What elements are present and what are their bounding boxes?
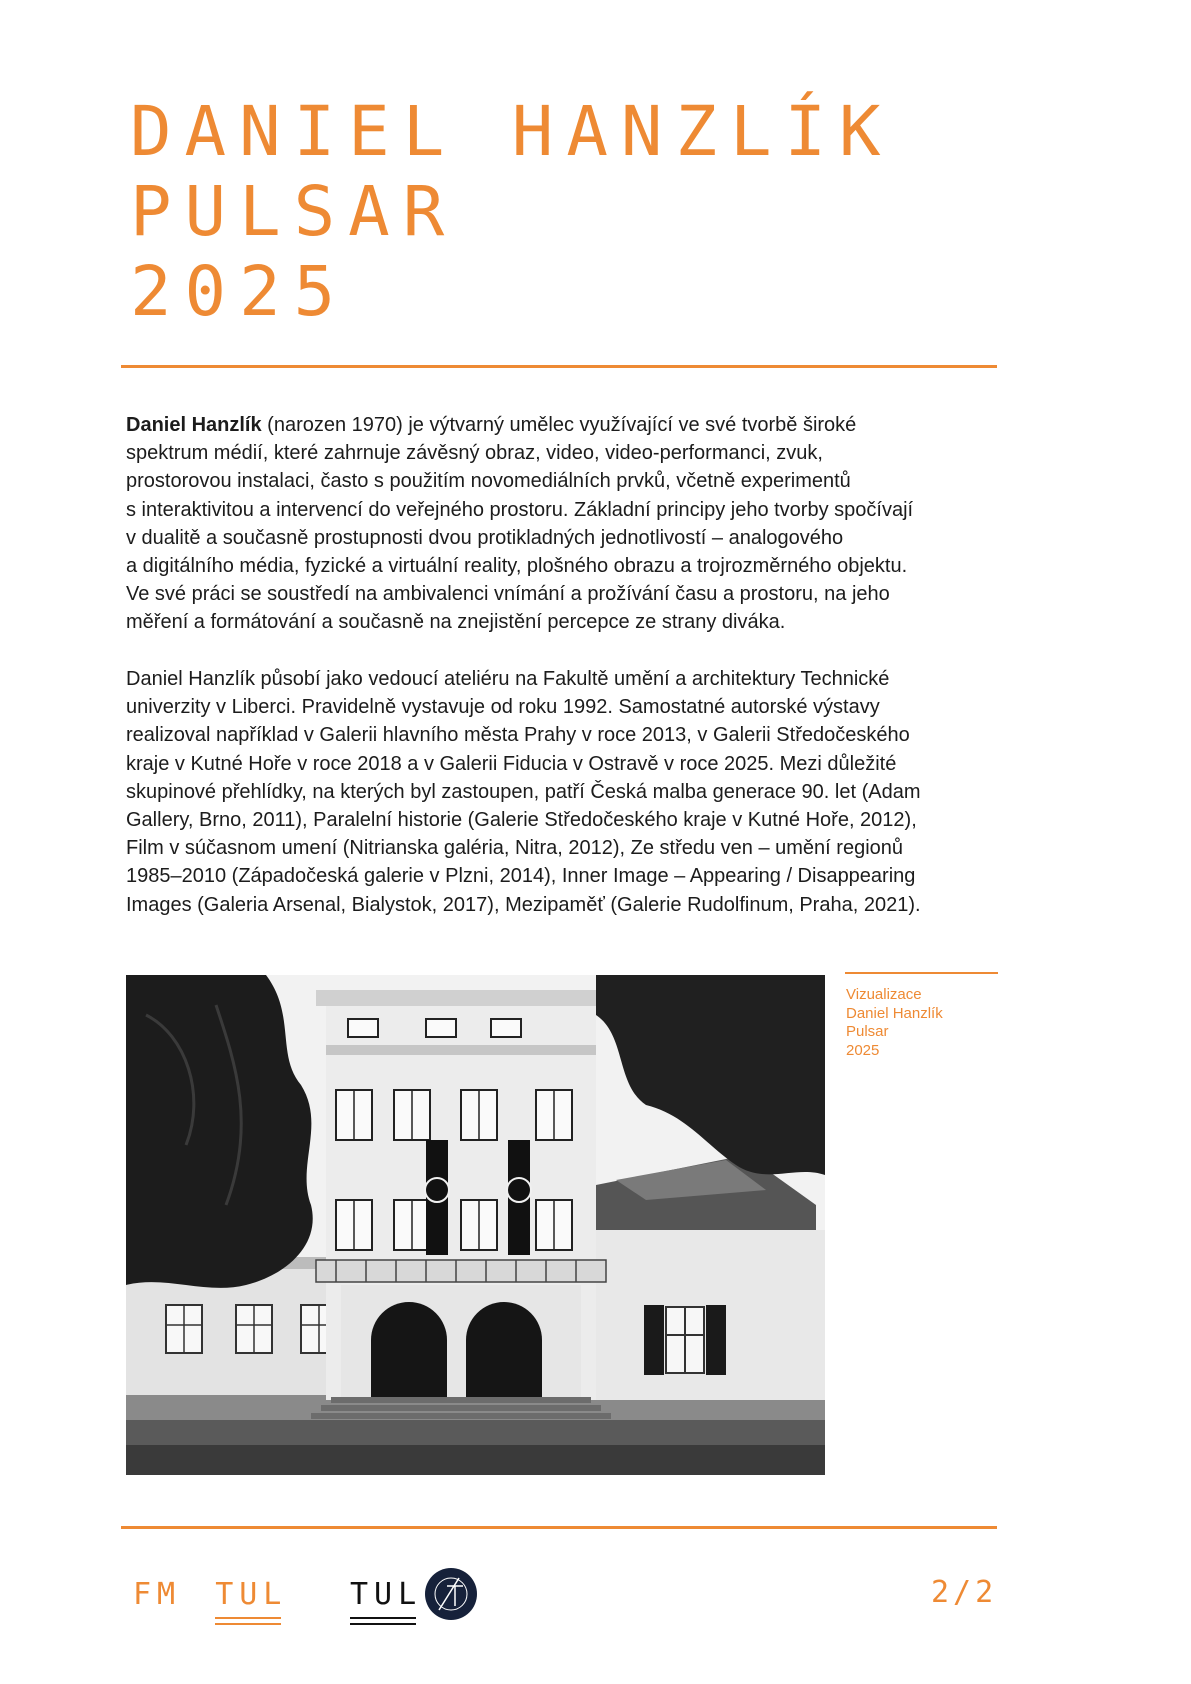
- top-divider: [121, 365, 997, 368]
- faculty-circle-logo-icon: [425, 1568, 477, 1620]
- page-number: 2/2: [931, 1575, 998, 1610]
- bio-line: prostorovou instalaci, často s použitím novomediálních prvků, včetně experimentů: [126, 470, 851, 493]
- artist-name-bold: Daniel Hanzlík: [126, 414, 262, 436]
- building-photo: [126, 975, 825, 1475]
- bio-line-text: (narozen 1970) je výtvarný umělec využívající ve své tvorbě široké: [261, 414, 857, 436]
- career-line: skupinové přehlídky, na kterých byl zastoupen, patří Česká malba generace 90. let (Adam: [126, 780, 921, 803]
- title-artist: DANIEL HANZLÍK: [130, 92, 894, 172]
- career-line: realizoval například v Galerii hlavního města Prahy v roce 2013, v Galerii Středočeského: [126, 724, 910, 747]
- career-line: Gallery, Brno, 2011), Paralelní historie (Galerie Středočeského kraje v Kutné Hoře, 2012),: [126, 809, 917, 832]
- title-work: PULSAR: [130, 172, 458, 252]
- building-photo-image: [126, 975, 825, 1475]
- logo-tul-black-text: TUL: [350, 1577, 423, 1612]
- bio-line: a digitálního média, fyzické a virtuální reality, plošného obrazu a trojrozměrného objektu.: [126, 555, 908, 578]
- image-caption: [846, 986, 943, 1060]
- document-title: [130, 92, 894, 332]
- career-line: 1985–2010 (Západočeská galerie v Plzni, 2014), Inner Image – Appearing / Disappearing: [126, 865, 916, 888]
- bio-paragraph: [126, 411, 996, 637]
- career-line: univerzity v Liberci. Pravidelně vystavuje od roku 1992. Samostatné autorské výstavy: [126, 696, 880, 719]
- bio-line: s interaktivitou a intervencí do veřejného prostoru. Základní principy jeho tvorby spočívají: [126, 498, 914, 521]
- career-line: kraje v Kutné Hoře v roce 2018 a v Galerii Fiducia v Ostravě v roce 2025. Mezi důležité: [126, 752, 897, 775]
- logo-tul-orange: [215, 1577, 287, 1612]
- faculty-logo-fm-tul: [133, 1577, 287, 1612]
- caption-line: 2025: [846, 1041, 880, 1059]
- caption-line: Pulsar: [846, 1023, 889, 1040]
- bio-line: Ve své práci se soustředí na ambivalenci vnímání a prožívání času a prostoru, na jeho: [126, 583, 890, 606]
- caption-line: Vizualizace: [846, 986, 922, 1003]
- career-line: Film v súčasnom umení (Nitrianska galéria, Nitra, 2012), Ze středu ven – umění regionů: [126, 837, 904, 860]
- bio-line: měření a formátování a současně na znejistění percepce ze strany diváka.: [126, 611, 786, 634]
- university-logo-tul: [350, 1577, 422, 1612]
- logo-fm-text: FM: [133, 1577, 182, 1612]
- caption-divider: [845, 972, 998, 974]
- bio-line: [126, 411, 996, 439]
- career-paragraph: [126, 665, 996, 919]
- career-line: Images (Galeria Arsenal, Bialystok, 2017), Mezipaměť (Galerie Rudolfinum, Praha, 2021).: [126, 893, 921, 916]
- title-year: 2025: [130, 252, 349, 332]
- bio-line: spektrum médií, které zahrnuje závěsný obraz, video, video-performanci, zvuk,: [126, 442, 823, 465]
- caption-line: Daniel Hanzlík: [846, 1004, 943, 1022]
- logo-tul-orange-text: TUL: [215, 1577, 288, 1612]
- career-line: Daniel Hanzlík působí jako vedoucí ateliéru na Fakultě umění a architektury Technické: [126, 668, 890, 690]
- bottom-divider: [121, 1526, 997, 1529]
- bio-line: v dualitě a současně prostupnosti dvou protikladných jednotlivostí – analogového: [126, 526, 844, 549]
